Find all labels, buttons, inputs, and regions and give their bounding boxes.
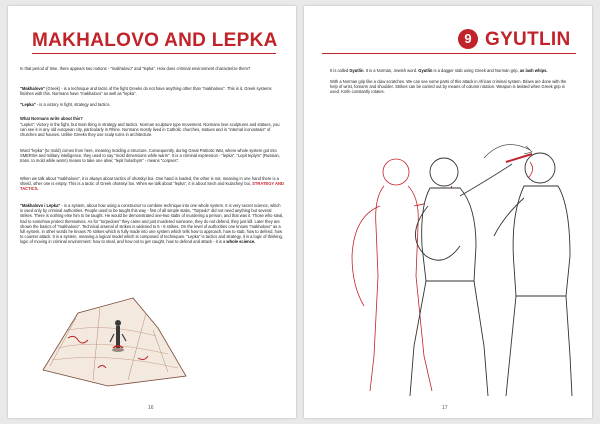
left-page	[8, 6, 296, 418]
title-underline	[322, 53, 576, 54]
knife-attack-illustration	[334, 106, 574, 406]
term-makhalovo-i-lepka: "Makhalovo i Lepka"	[20, 203, 61, 208]
strategy-tactics-highlight: STRATEGY AND TACTICS.	[20, 181, 284, 192]
intro-text-post: is a dagger stab using Greek and Norman grip,	[432, 68, 520, 73]
chapter-number-badge: 9	[458, 29, 478, 49]
definition-lepka-text: - is a victory in fight, strategy and tactics.	[35, 102, 111, 107]
paragraph-system-text: - is a system, about how using a constructor to combine technique into one whole system. It is very secret science, which is used only by criminal authorities. People used to be taught this way - first of all simple stabs, "Torpedo" did not need anything but several strikes. There is nothing else him to be taught. He would be demonstrated one-two stabs of murdering a person, and that was it. Those who steal, had to somehow protect themselves. As for "torpedoes" they came and just murdered someone, they do not defend, they just kill. Later they are shown the basics of "makhalovo". Technical arsenal of strikes is widened to 5 - 6 strikes. On the level of authorities one knows "makhalovo" as a full system, in other words he knows 70 strikes which is fully made into one system which tells how to approach, how to stab, how to defend, how to counter attack. It is a system, meaning a logical model which is composed of techniques. "Lepka" is tactics and strategy, it is a logic of thinking, logic of moving in criminal environment: how to steal, and how not to get caught, how to defend and attack - it is a	[20, 203, 284, 245]
term-lepka: "Lepka"	[20, 102, 36, 107]
paragraph-tactics	[20, 176, 284, 192]
paragraph-lepka-word: Word "lepka" (to mold) comes from here, meaning molding a structure. Consequently, during Great Patriotic War, where whole system got into SMERSH and military intelligence, they used to say "mold dimensions while warm". It is a criminal expression - "lepka". "Lepit teplym" (Russian, trans. to mold while warm) means to take one alive; "lepit holodnym" - means "corpses".	[20, 148, 280, 164]
paragraph-gyutlin-grip: With a Norman grip like a claw scratches. We can see some parts of this attack in African criminal system. Blows are done with the help of wrist, forearm and shoulder. Strikes can be carried out by means of column rotation. Weapon is twisted when Greek grip is used. Knife constantly rotates.	[330, 79, 567, 95]
page-number: 17	[442, 405, 448, 411]
definition-makhalovo-text: (Greek) - is a technique and tactic of the fight Greeks do not have anything other than "makhalovo". This is it. Greek systems finishes with this. Normans have "makhalovo" as well as "lepka".	[20, 86, 272, 97]
title-underline	[32, 53, 276, 54]
paragraph-gyutlin-intro	[330, 68, 574, 73]
page-title: MAKHALOVO AND LEPKA	[32, 30, 278, 51]
intro-text-pre: It is called	[330, 68, 350, 73]
intro-paragraph: In that period of time, there appears two notions - "makhalovo" and "lepka". How does criminal environment characterize them?	[20, 66, 251, 71]
definition-lepka	[20, 102, 284, 107]
intro-text-mid: . It is a Norman, Jewish word.	[363, 68, 419, 73]
paragraph-lepka-victory: "Lepka": Victory in the fight, but main thing is strategy and tactics. Norman sculpture type movement. Normans love sculptures and statues, you can see it in any old european city, particularly in Rhine. Normans mostly lived in Catholic churches, statues and in "internal iconostasis" of churches and houses. Unlike Greeks they use sculp turns in architecture.	[20, 122, 280, 138]
page-number: 16	[148, 405, 154, 411]
definition-makhalovo	[20, 86, 284, 96]
term-makhalovo: "Makhalovo"	[20, 86, 46, 91]
term-gyutlin: Gyutlin	[349, 68, 364, 73]
term-gyutlin-2: Gyutlin	[418, 68, 433, 73]
whole-science-highlight: whole science.	[226, 239, 256, 245]
lash-whips-highlight: as lash whips.	[519, 68, 548, 73]
paragraph-tactics-text: When we talk about "makhalovo", it is always about tactics of ohotskyi boi. One hand is loaded, the other is not, meaning in one hand there is a shield, other one is empty. This is a tactic of Greek ohotskyi boi. When we talk about "lepka", it is about Sech and Kulachnyi boi,	[20, 176, 279, 187]
right-page	[304, 6, 592, 418]
section-heading: What Normans write about this?	[20, 116, 83, 121]
chapter-title: GYUTLIN	[485, 29, 571, 50]
figurine-on-cloth-illustration	[38, 268, 188, 388]
paragraph-system	[20, 203, 284, 245]
